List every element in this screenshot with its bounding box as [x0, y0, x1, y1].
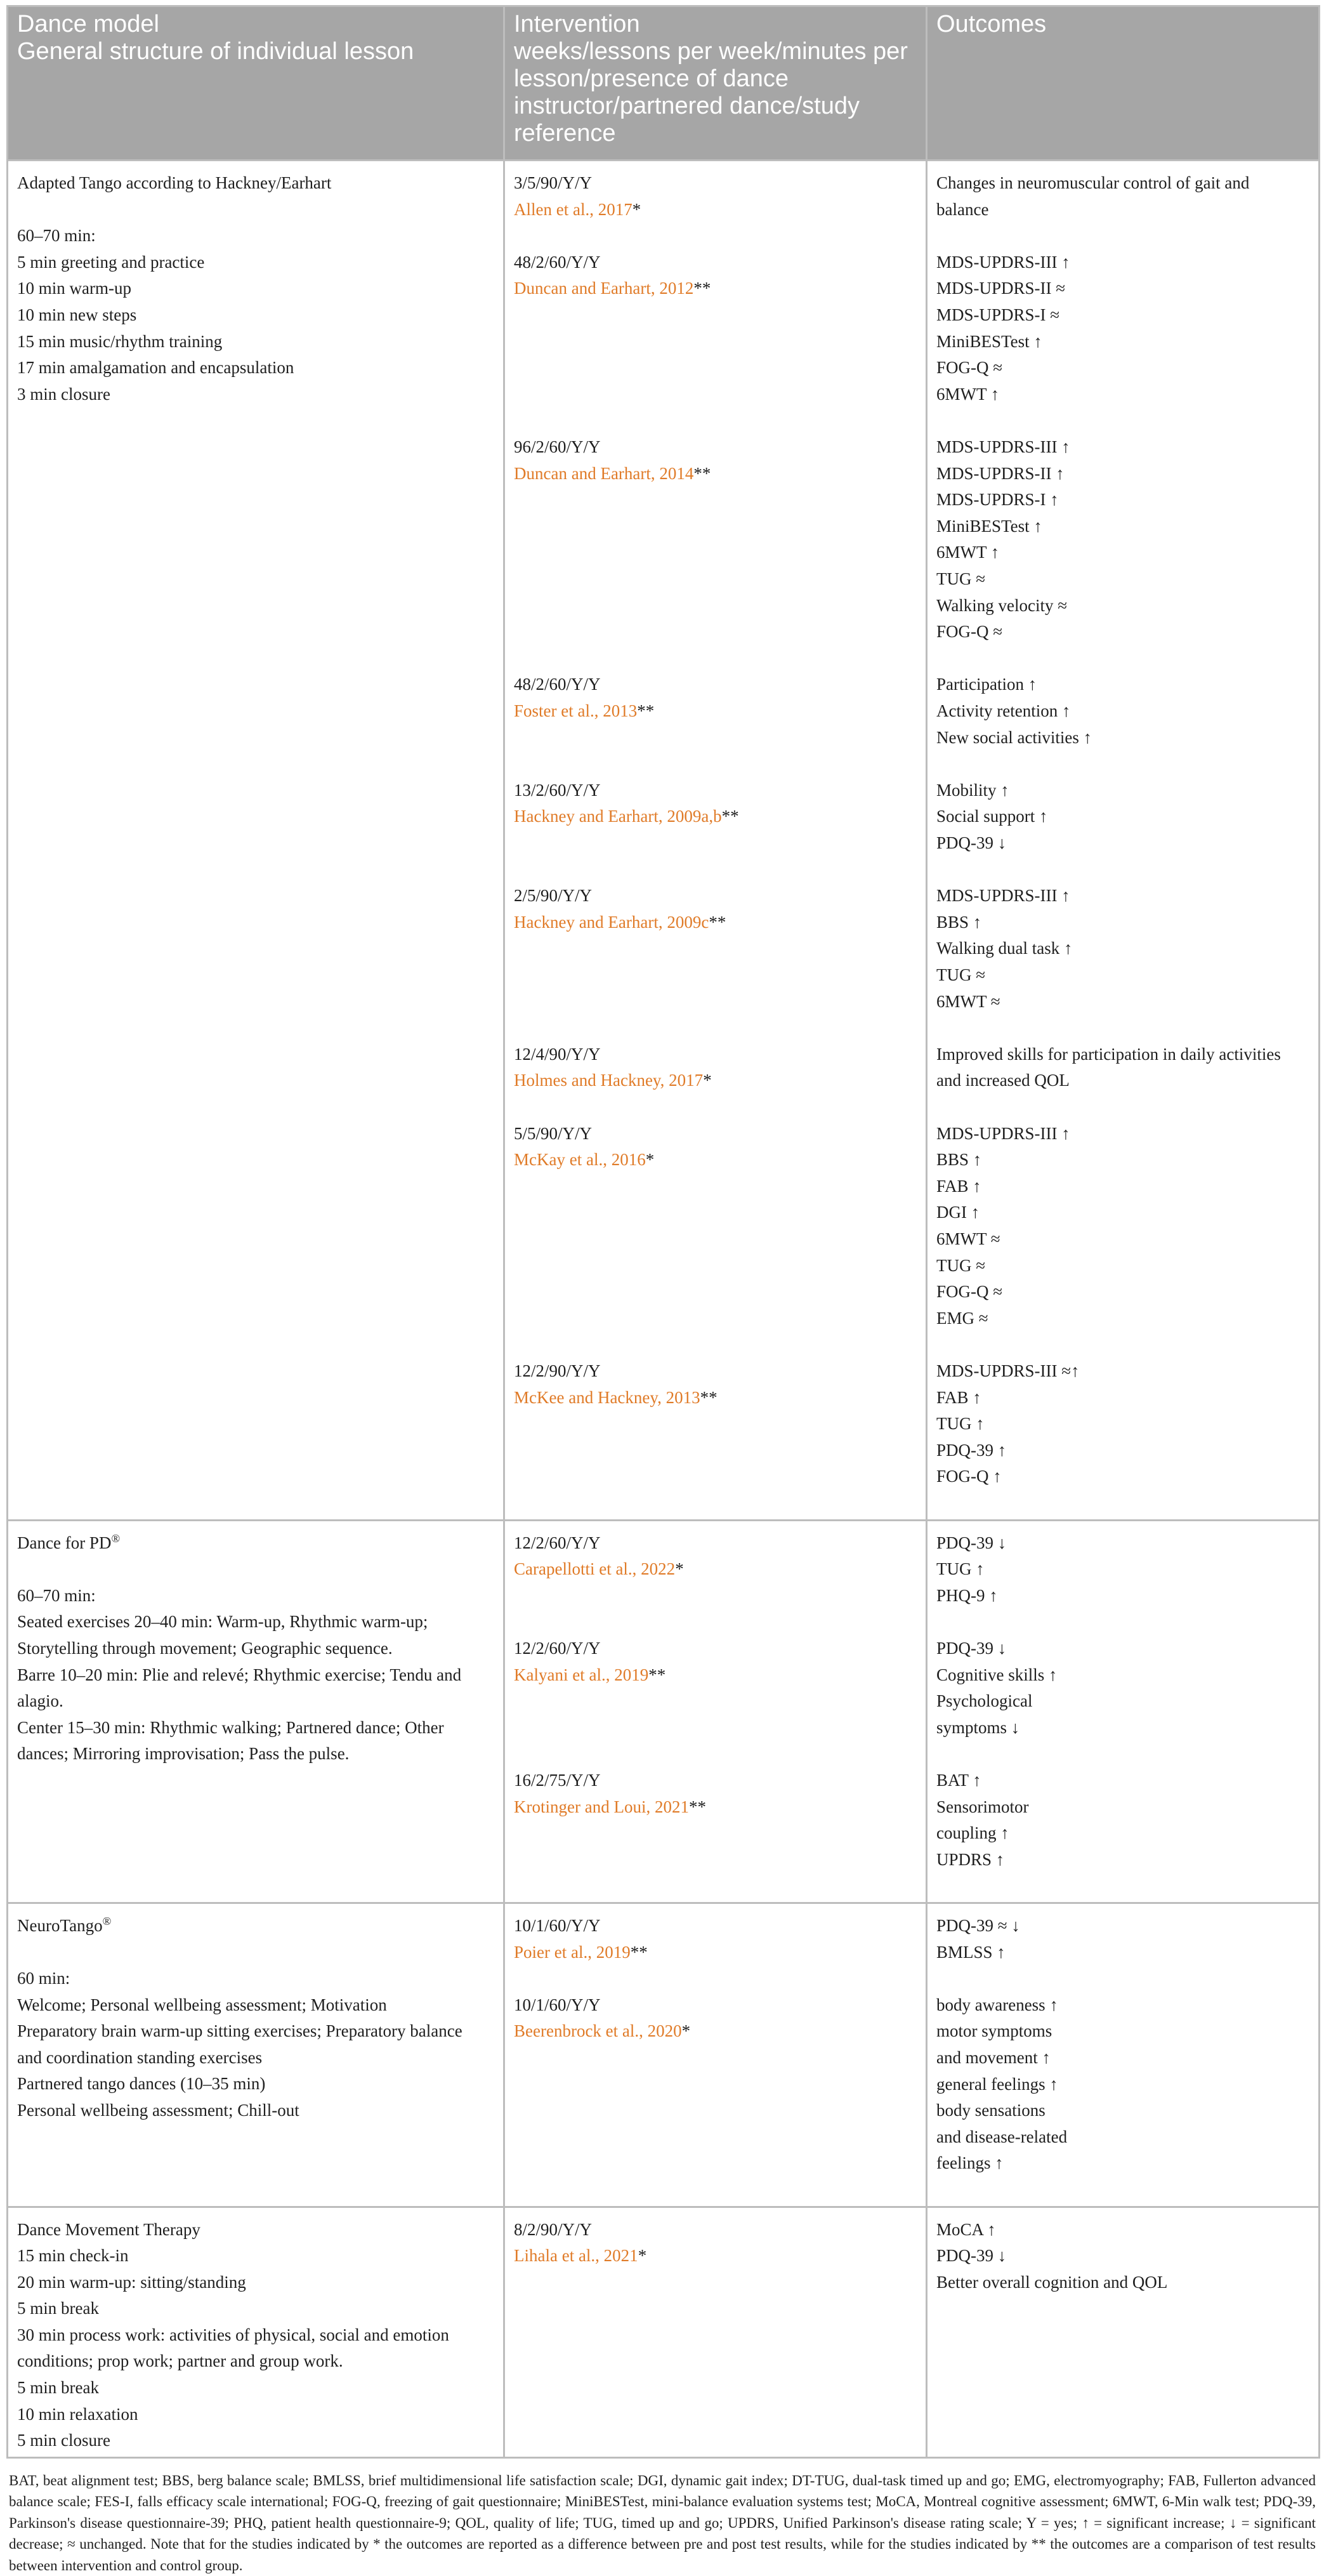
- outcome-entry: [936, 2217, 1309, 2322]
- dance-model-title: Dance Movement Therapy: [17, 2219, 200, 2239]
- intervention-params: 96/2/60/Y/Y: [514, 437, 601, 456]
- reference-link[interactable]: Kalyani et al., 2019: [514, 1665, 649, 1684]
- reference-stars: **: [637, 701, 655, 720]
- outcome-line: PDQ-39 ≈ ↓: [936, 1915, 1020, 1935]
- table-row: [8, 161, 1320, 1521]
- outcome-line: EMG ≈: [936, 1308, 988, 1328]
- intervention-cell: [504, 161, 927, 1521]
- outcome-line: motor symptoms: [936, 2021, 1052, 2041]
- outcome-entry: [936, 671, 1309, 777]
- outcome-line: MoCA ↑: [936, 2219, 996, 2239]
- intervention-params: 48/2/60/Y/Y: [514, 675, 601, 694]
- study-reference[interactable]: [514, 2243, 917, 2269]
- outcome-line: feelings ↑: [936, 2153, 1004, 2173]
- outcome-line: PDQ-39 ↓: [936, 1638, 1007, 1658]
- outcome-line: BAT ↑: [936, 1770, 981, 1790]
- outcome-line: DGI ↑: [936, 1203, 980, 1222]
- outcome-line: 6MWT ≈: [936, 991, 1000, 1011]
- reference-stars: **: [709, 912, 726, 932]
- intervention-params: 8/2/90/Y/Y: [514, 2219, 593, 2239]
- reference-link[interactable]: Holmes and Hackney, 2017: [514, 1071, 704, 1090]
- study-reference[interactable]: [514, 909, 917, 936]
- intervention-params: 13/2/60/Y/Y: [514, 780, 601, 800]
- dance-model-title: Adapted Tango according to Hackney/Earhart: [17, 173, 332, 192]
- study-reference[interactable]: [514, 197, 917, 223]
- dance-model-cell: [8, 161, 504, 1521]
- outcome-line: BBS ↑: [936, 1150, 982, 1170]
- intervention-params: 12/2/90/Y/Y: [514, 1361, 601, 1380]
- outcome-line: 6MWT ↑: [936, 384, 1000, 404]
- spacer: [17, 1556, 494, 1583]
- intervention-entry: [514, 1530, 917, 1635]
- lesson-structure-line: 5 min closure: [17, 2431, 110, 2450]
- header-line: lesson/presence of dance: [514, 65, 789, 92]
- reference-stars: **: [693, 279, 711, 298]
- reference-stars: *: [675, 1559, 684, 1579]
- header-dance-model: [8, 6, 504, 161]
- dance-model-name: [17, 1913, 494, 1939]
- study-reference[interactable]: [514, 1147, 917, 1173]
- study-reference[interactable]: [514, 698, 917, 725]
- dance-model-name: [17, 170, 494, 197]
- outcome-line: FOG-Q ≈: [936, 358, 1003, 378]
- outcome-entry: [936, 777, 1309, 883]
- outcome-line: TUG ≈: [936, 569, 986, 588]
- outcome-line: Walking dual task ↑: [936, 939, 1073, 958]
- outcome-line: Improved skills for participation in daily activities: [936, 1044, 1281, 1064]
- lesson-structure-line: alagio.: [17, 1691, 63, 1711]
- outcome-line: TUG ≈: [936, 1255, 986, 1275]
- outcome-line: body sensations: [936, 2101, 1045, 2120]
- reference-link[interactable]: Allen et al., 2017: [514, 199, 633, 219]
- outcome-line: 6MWT ≈: [936, 1229, 1000, 1248]
- outcomes-cell: [927, 161, 1320, 1521]
- study-reference[interactable]: [514, 1939, 917, 1966]
- reference-link[interactable]: Duncan and Earhart, 2012: [514, 279, 694, 298]
- intervention-entry: [514, 1992, 917, 2203]
- outcome-line: TUG ↑: [936, 1559, 985, 1579]
- intervention-entry: [514, 1767, 917, 1899]
- lesson-structure-line: 10 min relaxation: [17, 2404, 138, 2424]
- header-line: Intervention: [514, 11, 640, 37]
- intervention-entry: [514, 883, 917, 1041]
- outcome-entry: [936, 1041, 1309, 1121]
- outcome-line: FOG-Q ≈: [936, 1282, 1003, 1302]
- intervention-entry: [514, 1121, 917, 1358]
- lesson-structure-line: Preparatory brain warm-up sitting exercises; Preparatory balance: [17, 2021, 462, 2041]
- reference-link[interactable]: McKee and Hackney, 2013: [514, 1387, 700, 1407]
- intervention-entry: [514, 170, 917, 249]
- intervention-cell: [504, 2207, 927, 2457]
- outcome-line: MDS-UPDRS-III ↑: [936, 437, 1070, 456]
- study-reference[interactable]: [514, 1556, 917, 1583]
- reference-link[interactable]: Carapellotti et al., 2022: [514, 1559, 676, 1579]
- reference-link[interactable]: Foster et al., 2013: [514, 701, 638, 720]
- reference-link[interactable]: Poier et al., 2019: [514, 1942, 631, 1962]
- intervention-entry: [514, 2217, 917, 2322]
- dance-intervention-table: [6, 5, 1320, 2459]
- header-line: General structure of individual lesson: [17, 38, 414, 65]
- table-header-row: [8, 6, 1320, 161]
- intervention-entry: [514, 777, 917, 883]
- study-reference[interactable]: [514, 1067, 917, 1094]
- intervention-params: 12/4/90/Y/Y: [514, 1044, 601, 1064]
- lesson-structure-line: and coordination standing exercises: [17, 2047, 263, 2067]
- intervention-entry: [514, 671, 917, 777]
- outcome-line: MDS-UPDRS-II ↑: [936, 463, 1065, 483]
- outcome-line: FAB ↑: [936, 1176, 981, 1196]
- header-line: Outcomes: [936, 11, 1047, 37]
- outcome-line: symptoms ↓: [936, 1717, 1020, 1737]
- reference-link[interactable]: Lihala et al., 2021: [514, 2246, 638, 2266]
- intervention-cell: [504, 1903, 927, 2207]
- outcome-line: and movement ↑: [936, 2047, 1051, 2067]
- outcome-line: Activity retention ↑: [936, 701, 1071, 720]
- lesson-structure-line: Seated exercises 20–40 min: Warm-up, Rhythmic warm-up;: [17, 1612, 428, 1632]
- table-body: [8, 161, 1320, 2458]
- outcome-line: PDQ-39 ↓: [936, 1533, 1007, 1552]
- outcome-entry: [936, 1635, 1309, 1767]
- outcome-entry: [936, 1767, 1309, 1899]
- dance-model-title: Dance for PD: [17, 1533, 112, 1552]
- lesson-structure-line: Welcome; Personal wellbeing assessment; Motivation: [17, 1995, 387, 2014]
- outcome-line: body awareness ↑: [936, 1995, 1058, 2014]
- spacer: [17, 197, 494, 223]
- lesson-structure-line: Personal wellbeing assessment; Chill-out: [17, 2101, 299, 2120]
- header-line: weeks/lessons per week/minutes per: [514, 38, 908, 65]
- intervention-entry: [514, 1041, 917, 1121]
- outcome-line: PHQ-9 ↑: [936, 1585, 998, 1605]
- dance-model-title: NeuroTango: [17, 1915, 103, 1935]
- header-intervention: [504, 6, 927, 161]
- outcome-line: TUG ↑: [936, 1414, 985, 1434]
- lesson-structure-line: Center 15–30 min: Rhythmic walking; Partnered dance; Other: [17, 1717, 444, 1737]
- intervention-params: 5/5/90/Y/Y: [514, 1123, 593, 1143]
- intervention-params: 3/5/90/Y/Y: [514, 173, 593, 192]
- lesson-structure-line: 10 min warm-up: [17, 279, 131, 298]
- lesson-structure-line: 20 min warm-up: sitting/standing: [17, 2272, 246, 2292]
- lesson-structure-line: 15 min music/rhythm training: [17, 331, 223, 351]
- lesson-structure-line: 17 min amalgamation and encapsulation: [17, 358, 294, 378]
- outcome-entry: [936, 434, 1309, 671]
- intervention-params: 12/2/60/Y/Y: [514, 1533, 601, 1552]
- study-reference[interactable]: [514, 2018, 917, 2045]
- study-reference[interactable]: [514, 1794, 917, 1821]
- lesson-structure-line: conditions; prop work; partner and group work.: [17, 2351, 343, 2371]
- outcome-line: MDS-UPDRS-I ≈: [936, 305, 1060, 324]
- outcome-line: general feelings ↑: [936, 2074, 1058, 2094]
- lesson-structure-line: 15 min check-in: [17, 2246, 129, 2266]
- outcome-entry: [936, 170, 1309, 404]
- reference-stars: **: [700, 1387, 718, 1407]
- lesson-structure-line: dances; Mirroring improvisation; Pass the pulse.: [17, 1744, 350, 1764]
- intervention-entry: [514, 249, 917, 434]
- outcome-line: Cognitive skills ↑: [936, 1665, 1058, 1684]
- spacer: [17, 1939, 494, 1966]
- lesson-structure-line: 30 min process work: activities of physical, social and emotion: [17, 2325, 449, 2344]
- outcome-line: MDS-UPDRS-III ↑: [936, 252, 1070, 272]
- lesson-structure-line: 5 min break: [17, 2378, 99, 2398]
- lesson-structure-line: 5 min break: [17, 2299, 99, 2318]
- lesson-structure-line: 60 min:: [17, 1969, 70, 1988]
- outcome-line: Sensorimotor: [936, 1797, 1029, 1816]
- lesson-structure-line: Barre 10–20 min: Plie and relevé; Rhythmic exercise; Tendu and: [17, 1665, 462, 1684]
- dance-model-cell: [8, 1903, 504, 2207]
- study-reference[interactable]: [514, 275, 917, 302]
- lesson-structure-line: Partnered tango dances (10–35 min): [17, 2074, 266, 2094]
- intervention-params: 10/1/60/Y/Y: [514, 1995, 601, 2014]
- lesson-structure-line: Storytelling through movement; Geographic sequence.: [17, 1638, 393, 1658]
- intervention-params: 12/2/60/Y/Y: [514, 1638, 601, 1658]
- outcome-entry: [936, 1121, 1309, 1358]
- study-reference[interactable]: [514, 803, 917, 830]
- outcome-line: Participation ↑: [936, 675, 1037, 694]
- reference-link[interactable]: Krotinger and Loui, 2021: [514, 1797, 689, 1816]
- outcome-line: and disease-related: [936, 2127, 1068, 2146]
- outcome-entry: [936, 1992, 1309, 2203]
- outcome-line: Changes in neuromuscular control of gait and: [936, 173, 1250, 192]
- outcome-line: New social activities ↑: [936, 727, 1092, 747]
- outcomes-cell: [927, 1903, 1320, 2207]
- table-row: [8, 2207, 1320, 2457]
- intervention-entry: [514, 1635, 917, 1767]
- outcome-line: MDS-UPDRS-II ≈: [936, 279, 1066, 298]
- reference-stars: *: [632, 199, 641, 219]
- dance-model-cell: [8, 1520, 504, 1903]
- study-reference[interactable]: [514, 1385, 917, 1411]
- header-outcomes: [927, 6, 1320, 161]
- outcome-line: MDS-UPDRS-III ≈↑: [936, 1361, 1080, 1380]
- spacer: [936, 223, 1309, 249]
- outcome-line: PDQ-39 ↓: [936, 2246, 1007, 2266]
- reference-link[interactable]: Beerenbrock et al., 2020: [514, 2021, 682, 2041]
- table-footnote: BAT, beat alignment test; BBS, berg balance scale; BMLSS, brief multidimensional life satisfaction scale; DGI, dynamic gait index; DT-TUG, dual-task timed up and go; EMG, electromyography; FAB, Fullerton advanced balance scale; FES-I, falls efficacy scale international; FOG-Q, freezing of gait questionnaire; MiniBESTest, mini-balance evaluation systems test; MoCA, Montreal cognitive assessment; 6MWT, 6-Min walk test; PDQ-39, Parkinson's disease questionnaire-39; PHQ, patient health questionnaire-9; QOL, quality of life; TUG, timed up and go; UPDRS, Unified Parkinson's disease rating scale; Y = yes; ↑ = significant increase; ↓ = significant decrease; ≈ unchanged. Note that for the studies indicated by * the outcomes are reported as a difference between pre and post test results, while for the studies indicated by ** the outcomes are a comparison of test results between intervention and control group.: [9, 2472, 1316, 2573]
- outcome-line: Mobility ↑: [936, 780, 1009, 800]
- outcome-line: MDS-UPDRS-I ↑: [936, 490, 1059, 510]
- intervention-entry: [514, 434, 917, 671]
- outcome-line: BMLSS ↑: [936, 1942, 1006, 1962]
- reference-stars: *: [638, 2246, 647, 2266]
- outcome-entry: [936, 1913, 1309, 1992]
- intervention-entry: [514, 1913, 917, 1992]
- outcome-line: 6MWT ↑: [936, 543, 1000, 562]
- lesson-structure-line: 60–70 min:: [17, 226, 96, 246]
- reference-stars: **: [630, 1942, 648, 1962]
- outcome-line: TUG ≈: [936, 965, 986, 984]
- registered-mark: ®: [102, 1914, 112, 1927]
- outcome-line: balance: [936, 199, 989, 219]
- intervention-params: 48/2/60/Y/Y: [514, 252, 601, 272]
- reference-link[interactable]: Hackney and Earhart, 2009a,b: [514, 807, 722, 826]
- lesson-structure-line: 60–70 min:: [17, 1585, 96, 1605]
- reference-stars: **: [648, 1665, 666, 1684]
- reference-stars: **: [721, 807, 739, 826]
- table-container: [6, 5, 1318, 2576]
- reference-stars: **: [688, 1797, 706, 1816]
- lesson-structure-line: 3 min closure: [17, 384, 110, 404]
- study-reference[interactable]: [514, 1662, 917, 1689]
- outcomes-cell: [927, 2207, 1320, 2457]
- lesson-structure-line: 5 min greeting and practice: [17, 252, 205, 272]
- registered-mark: ®: [111, 1531, 121, 1545]
- dance-model-name: [17, 1530, 494, 1557]
- reference-stars: *: [703, 1071, 712, 1090]
- outcome-line: Social support ↑: [936, 807, 1048, 826]
- intervention-params: 10/1/60/Y/Y: [514, 1915, 601, 1935]
- reference-link[interactable]: McKay et al., 2016: [514, 1150, 646, 1170]
- intervention-entry: [514, 1358, 917, 1517]
- header-line: Dance model: [17, 11, 159, 37]
- outcome-line: MDS-UPDRS-III ↑: [936, 886, 1070, 906]
- study-reference[interactable]: [514, 461, 917, 487]
- table-row: [8, 1903, 1320, 2207]
- outcome-line: Psychological: [936, 1691, 1033, 1711]
- outcome-line: FOG-Q ↑: [936, 1467, 1002, 1486]
- header-line: reference: [514, 120, 616, 147]
- outcome-entry: [936, 1358, 1309, 1517]
- outcome-line: and increased QOL: [936, 1071, 1070, 1090]
- intervention-params: 2/5/90/Y/Y: [514, 886, 593, 906]
- intervention-params: 16/2/75/Y/Y: [514, 1770, 601, 1790]
- outcome-line: FOG-Q ≈: [936, 622, 1003, 642]
- dance-model-cell: [8, 2207, 504, 2457]
- outcome-line: coupling ↑: [936, 1823, 1009, 1843]
- outcome-entry: [936, 1530, 1309, 1635]
- outcome-line: Better overall cognition and QOL: [936, 2272, 1168, 2292]
- reference-link[interactable]: Hackney and Earhart, 2009c: [514, 912, 709, 932]
- outcome-line: BBS ↑: [936, 912, 982, 932]
- outcome-line: MDS-UPDRS-III ↑: [936, 1123, 1070, 1143]
- reference-stars: **: [693, 463, 711, 483]
- outcome-line: UPDRS ↑: [936, 1849, 1005, 1869]
- table-row: [8, 1520, 1320, 1903]
- lesson-structure-line: 10 min new steps: [17, 305, 137, 324]
- outcome-line: FAB ↑: [936, 1387, 981, 1407]
- outcome-line: MiniBESTest ↑: [936, 516, 1042, 536]
- outcomes-cell: [927, 1520, 1320, 1903]
- intervention-cell: [504, 1520, 927, 1903]
- outcome-line: MiniBESTest ↑: [936, 331, 1042, 351]
- reference-stars: *: [645, 1150, 655, 1170]
- outcome-line: PDQ-39 ↓: [936, 833, 1007, 852]
- outcome-line: Walking velocity ≈: [936, 595, 1068, 615]
- outcome-line: PDQ-39 ↑: [936, 1440, 1007, 1460]
- dance-model-name: [17, 2217, 494, 2243]
- header-line: instructor/partnered dance/study: [514, 93, 860, 119]
- outcome-entry: [936, 883, 1309, 1041]
- reference-stars: *: [681, 2021, 691, 2041]
- reference-link[interactable]: Duncan and Earhart, 2014: [514, 463, 694, 483]
